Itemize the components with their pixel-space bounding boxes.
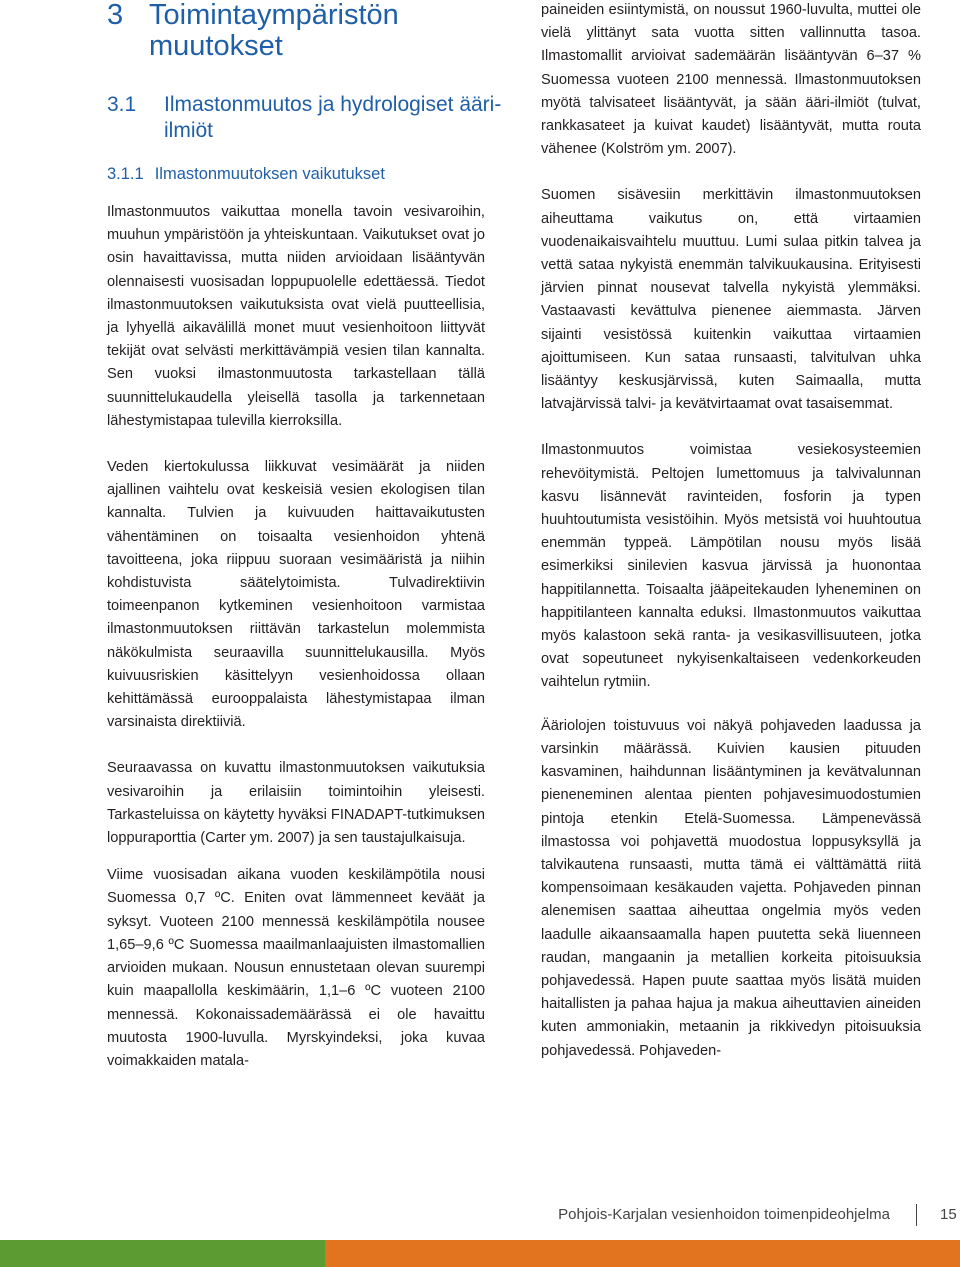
paragraph: Seuraavassa on kuvattu ilmastonmuutoksen vaikutuksia vesivaroihin ja erilaisiin toimintoihin yleisesti. Tarkasteluissa on käytetty hyväksi FINADAPT-tutkimuksen loppuraporttia (Carter ym. 2007) ja sen taustajulkaisuja.: [107, 760, 485, 847]
paragraph: Ääriolojen toistuvuus voi näkyä pohjaveden laadussa ja varsinkin määrässä. Kuivien kausien pituuden kasvaminen, haihdunnan lisääntyminen ja kevätvalunnan pieneneminen alentaa pienten pohjavesimuodostumien pintoja etenkin Etelä-Suomessa. Lämpenevässä ilmastossa voi pohjavettä muodostua loppusyksyllä ja talvikautena runsaasti, mutta tämä ei välttämättä riitä kompensoimaan kesäkauden vajetta. Pohjaveden pinnan alenemisen saattaa aiheuttaa ongelmia myös veden laadulle aikaansaamalla hapen puutetta sekä liuenneen raudan, mangaanin ja metallien korkeita pitoisuuksia pohjavedessä. Hapen puute saattaa myös lisätä muiden haitallisten ja pahaa hajua ja makua aiheuttavien aineiden kuten ammoniakin, metaanin ja rikkivedyn pitoisuuksia pohjavedessä. Pohjaveden-: [541, 717, 921, 1059]
right-column: [541, 0, 921, 1063]
page-number: 15: [940, 1206, 957, 1223]
footer-bar-orange: [325, 1240, 960, 1267]
footer-bar-green: [0, 1240, 325, 1267]
subsection-number: 3.1.1: [107, 165, 144, 183]
subsection-title: Ilmastonmuutoksen vaikutukset: [154, 165, 385, 183]
paragraph: Ilmastonmuutos voimistaa vesiekosysteemien rehevöitymistä. Peltojen lumettomuus ja talvivalunnan kasvu lisännevät ravinteiden, fosforin ja typen huuhtoutumista vesistöihin. Myös metsistä voi huuhtoutua enemmän typpeä. Lämpötilan nousu myös lisää esimerkiksi sinilevien kasvua järvissä ja huonontaa happitilannetta. Toisaalta jääpeitekauden lyheneminen on happitilanteen kannalta eduksi. Ilmastonmuutos vaikuttaa myös kalastoon sekä ranta- ja vesikasvillisuuteen, jotka ovat sopeutuneet nykyisenkaltaiseen vedenkorkeuden vaihtelun rytmiin.: [541, 442, 921, 691]
chapter-number: 3: [107, 0, 124, 31]
footer-divider: [916, 1204, 917, 1226]
paragraph: Viime vuosisadan aikana vuoden keskilämpötila nousi Suomessa 0,7 ºC. Eniten ovat lämmenneet keväät ja syksyt. Vuoteen 2100 mennessä keskilämpötila nousee 1,65–9,6 ºC Suomessa maailmanlaajuisten ilmastomallien arvioiden mukaan. Nousun ennustetaan olevan suurempi kuin maapallolla keskimäärin, 1,1–6 ºC vuoteen 2100 mennessä. Kokonaissademäärässä ei ole havaittu muutosta 1900-luvulla. Myrskyindeksi, joka kuvaa voimakkaiden matala-: [107, 867, 485, 1069]
paragraph: Ilmastonmuutos vaikuttaa monella tavoin vesivaroihin, muuhun ympäristöön ja yhteiskuntaan. Vaikutukset ovat jo osin havaittavissa, mutta niiden arvioidaan lisääntyvän olennaisesti vuosisadan loppupuolelle edettäessä. Tiedot ilmastonmuutoksen vaikutuksista ovat vielä puutteellisia, ja lyhyellä aikavälillä monet muut vesienhoitoon liittyvät tekijät ovat selvästi merkittävämpiä vesien tilan kannalta. Sen vuoksi ilmastonmuutosta tarkastellaan tällä suunnittelukaudella yleisellä tasolla ja tarkennetaan lähestymistapaa tulevilla kierroksilla.: [107, 204, 485, 429]
paragraph: Suomen sisävesiin merkittävin ilmastonmuutoksen aiheuttama vaikutus on, että virtaamien vuodenaikaisvaihtelu muuttuu. Lumi sulaa pitkin talvea ja vettä sataa nykyistä enemmän talvikuukausina. Erityisesti järvien pinnat nousevat talvella nykyistä ylemmäksi. Vastaavasti kevättulva pienenee aiemmasta. Järven sijainti vesistössä kuitenkin vaikuttaa virtaamien ajoittumiseen. Kun sataa runsaasti, talvitulvan uhka lisääntyy keskusjärvissä, kuten Saimaalla, mutta latvajärvissä talvi- ja kevätvirtaamat ovat tasaisemmat.: [541, 187, 921, 413]
section-number: 3.1: [107, 93, 137, 116]
section-title: Ilmastonmuutos ja hydrologiset ääri-ilmiöt: [164, 93, 502, 142]
chapter-title: Toimintaympäristön muutokset: [149, 0, 399, 62]
page-footer: [0, 1199, 960, 1235]
left-column: [107, 201, 485, 1073]
subsection-heading: [107, 162, 385, 186]
paragraph: Veden kiertokulussa liikkuvat vesimäärät ja niiden ajallinen vaihtelu ovat keskeisiä vesien ekologisen tilan kannalta. Tulvien ja kuivuuden haittavaikutusten vähentäminen on toisaalta vesienhoidon yhtenä tavoitteena, joka riippuu suoraan vesimääristä ja niihin kohdistuvista säätelytoimista. Tulvadirektiivin toimeenpanon kytkeminen vesienhoitoon varmistaa ilmastonmuutoksen riittävän tarkastelun molemmista näkökulmista seuraavilla suunnittelukausilla. Myös kuivuusriskien käsittelyyn vesienhoidossa ollaan kehittämässä eurooppalaista lähestymistapaa ilman varsinaista direktiiviä.: [107, 459, 485, 731]
footer-title: Pohjois-Karjalan vesienhoidon toimenpideohjelma: [558, 1206, 890, 1223]
paragraph: paineiden esiintymistä, on noussut 1960-luvulta, muttei ole vielä ylittänyt sata vuotta sitten vallinnutta tasoa. Ilmastomallit arvioivat sademäärän lisääntyvän 6–37 % Suomessa vuoteen 2100 mennessä. Ilmastonmuutoksen myötä talvisateet lisääntyvät, ja sään ääri-ilmiöt (tulvat, rankkasateet ja kuivat kaudet) lisääntyvät, mutta routa vähenee (Kolström ym. 2007).: [541, 2, 921, 158]
